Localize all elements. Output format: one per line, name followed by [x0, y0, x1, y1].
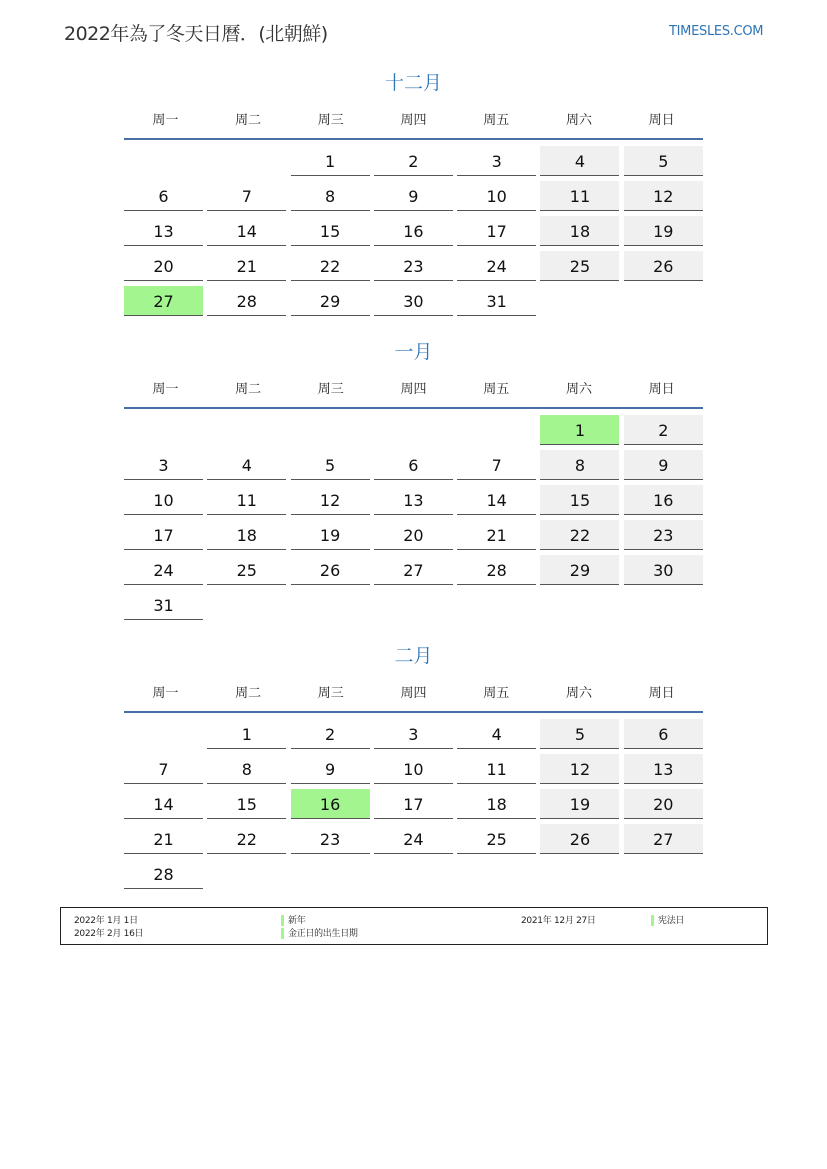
day-cell: 21	[207, 251, 286, 281]
day-cell: 24	[124, 555, 203, 585]
day-cell: 8	[291, 181, 370, 211]
day-cell: 26	[540, 824, 619, 854]
day-grid	[124, 415, 703, 620]
weekday-label: 周四	[400, 685, 427, 701]
day-cell: 16	[624, 485, 703, 515]
day-cell: 27	[374, 555, 453, 585]
month-title: 一月	[394, 341, 433, 363]
day-cell: 2	[374, 146, 453, 176]
day-cell: 22	[207, 824, 286, 854]
day-cell: 23	[624, 520, 703, 550]
weekday-label: 周三	[317, 685, 344, 701]
day-cell: 9	[624, 450, 703, 480]
day-cell: 29	[291, 286, 370, 316]
day-cell: 11	[457, 754, 536, 784]
day-cell: 25	[457, 824, 536, 854]
month-february	[124, 641, 703, 889]
day-cell: 7	[124, 754, 203, 784]
weekday-header	[124, 671, 703, 713]
empty-cell	[207, 146, 286, 175]
day-cell: 17	[457, 216, 536, 246]
day-cell: 7	[457, 450, 536, 480]
weekday-label: 周三	[317, 381, 344, 397]
day-cell: 26	[291, 555, 370, 585]
empty-cell	[374, 415, 453, 444]
weekday-label: 周二	[235, 112, 262, 128]
day-cell: 15	[207, 789, 286, 819]
day-cell: 3	[457, 146, 536, 176]
weekday-label: 周五	[483, 112, 510, 128]
day-cell: 4	[207, 450, 286, 480]
day-cell: 5	[291, 450, 370, 480]
weekday-label: 周一	[152, 112, 179, 128]
empty-cell	[291, 415, 370, 444]
day-cell: 3	[124, 450, 203, 480]
day-cell: 19	[624, 216, 703, 246]
legend-date: 2022年 1月 1日	[74, 916, 138, 926]
day-cell: 15	[291, 216, 370, 246]
day-cell: 20	[124, 251, 203, 281]
weekday-label: 周五	[483, 381, 510, 397]
day-cell: 20	[624, 789, 703, 819]
day-cell: 7	[207, 181, 286, 211]
day-cell: 15	[540, 485, 619, 515]
weekday-label: 周四	[400, 112, 427, 128]
legend-date: 2022年 2月 16日	[74, 929, 144, 939]
weekday-label: 周一	[152, 381, 179, 397]
empty-cell	[207, 415, 286, 444]
weekday-label: 周六	[565, 381, 592, 397]
day-cell: 23	[291, 824, 370, 854]
day-cell: 10	[374, 754, 453, 784]
day-cell: 17	[374, 789, 453, 819]
day-cell: 1	[207, 719, 286, 749]
day-cell: 20	[374, 520, 453, 550]
day-cell: 6	[124, 181, 203, 211]
day-cell: 22	[540, 520, 619, 550]
day-cell: 1	[291, 146, 370, 176]
day-cell: 26	[624, 251, 703, 281]
day-cell: 28	[207, 286, 286, 316]
day-cell: 16	[374, 216, 453, 246]
day-cell: 5	[540, 719, 619, 749]
holiday-day-cell: 1	[540, 415, 619, 445]
day-cell: 25	[207, 555, 286, 585]
holiday-day-cell: 27	[124, 286, 203, 316]
highlight-marker	[651, 915, 654, 926]
day-cell: 6	[624, 719, 703, 749]
day-cell: 12	[624, 181, 703, 211]
day-cell: 13	[124, 216, 203, 246]
day-cell: 17	[124, 520, 203, 550]
month-title: 二月	[394, 645, 433, 667]
day-cell: 29	[540, 555, 619, 585]
holiday-day-cell: 16	[291, 789, 370, 819]
day-cell: 31	[457, 286, 536, 316]
day-cell: 14	[207, 216, 286, 246]
weekday-label: 周四	[400, 381, 427, 397]
brand-link[interactable]: TIMESLES.COM	[669, 24, 764, 39]
legend-holiday: 宪法日	[651, 913, 684, 926]
weekday-header	[124, 98, 703, 140]
weekday-label: 周日	[648, 685, 675, 701]
day-cell: 12	[540, 754, 619, 784]
day-cell: 3	[374, 719, 453, 749]
day-cell: 10	[457, 181, 536, 211]
day-cell: 28	[124, 859, 203, 889]
weekday-label: 周六	[565, 112, 592, 128]
day-cell: 14	[124, 789, 203, 819]
day-cell: 4	[540, 146, 619, 176]
day-cell: 10	[124, 485, 203, 515]
empty-cell	[124, 415, 203, 444]
day-cell: 2	[291, 719, 370, 749]
day-cell: 11	[207, 485, 286, 515]
weekday-label: 周日	[648, 381, 675, 397]
empty-cell	[124, 719, 203, 748]
day-cell: 8	[540, 450, 619, 480]
weekday-label: 周五	[483, 685, 510, 701]
weekday-label: 周二	[235, 685, 262, 701]
weekday-label: 周六	[565, 685, 592, 701]
month-december	[124, 68, 703, 316]
day-cell: 13	[374, 485, 453, 515]
weekday-header	[124, 367, 703, 409]
day-cell: 9	[374, 181, 453, 211]
highlight-marker	[281, 928, 284, 939]
empty-cell	[457, 415, 536, 444]
holiday-legend	[60, 907, 768, 945]
day-cell: 28	[457, 555, 536, 585]
day-cell: 13	[624, 754, 703, 784]
weekday-label: 周日	[648, 112, 675, 128]
legend-date: 2021年 12月 27日	[521, 916, 596, 926]
day-cell: 30	[624, 555, 703, 585]
day-cell: 23	[374, 251, 453, 281]
day-grid	[124, 719, 703, 889]
day-cell: 4	[457, 719, 536, 749]
day-cell: 11	[540, 181, 619, 211]
day-cell: 21	[124, 824, 203, 854]
weekday-label: 周三	[317, 112, 344, 128]
legend-holiday: 金正日的出生日期	[281, 926, 358, 939]
day-cell: 21	[457, 520, 536, 550]
month-title: 十二月	[384, 72, 442, 94]
highlight-marker	[281, 915, 284, 926]
legend-holiday: 新年	[281, 913, 305, 926]
empty-cell	[124, 146, 203, 175]
month-january	[124, 337, 703, 620]
day-cell: 24	[457, 251, 536, 281]
weekday-label: 周一	[152, 685, 179, 701]
day-cell: 5	[624, 146, 703, 176]
day-cell: 30	[374, 286, 453, 316]
day-cell: 6	[374, 450, 453, 480]
day-cell: 19	[291, 520, 370, 550]
day-cell: 18	[457, 789, 536, 819]
day-grid	[124, 146, 703, 316]
day-cell: 14	[457, 485, 536, 515]
day-cell: 24	[374, 824, 453, 854]
day-cell: 31	[124, 590, 203, 620]
day-cell: 12	[291, 485, 370, 515]
day-cell: 25	[540, 251, 619, 281]
day-cell: 9	[291, 754, 370, 784]
day-cell: 18	[207, 520, 286, 550]
weekday-label: 周二	[235, 381, 262, 397]
day-cell: 18	[540, 216, 619, 246]
day-cell: 22	[291, 251, 370, 281]
day-cell: 27	[624, 824, 703, 854]
day-cell: 8	[207, 754, 286, 784]
page-title: 2022年為了冬天日曆．(北朝鮮)	[64, 23, 328, 45]
day-cell: 19	[540, 789, 619, 819]
day-cell: 2	[624, 415, 703, 445]
